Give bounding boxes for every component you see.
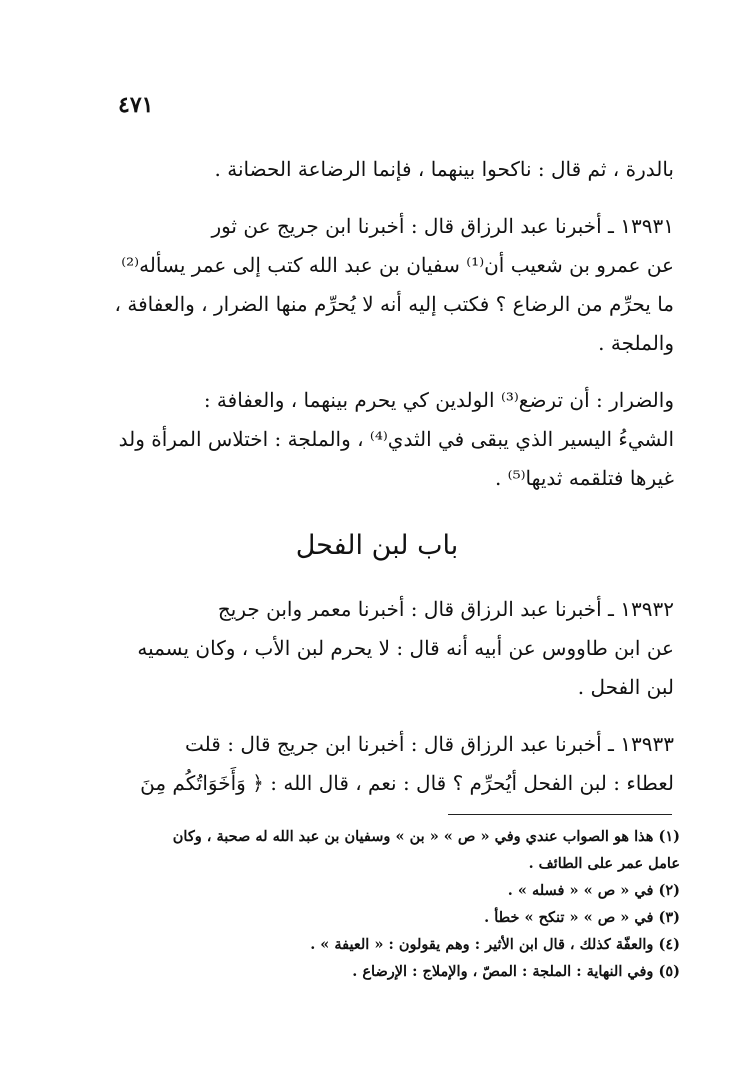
chapter-heading: باب لبن الفحل	[295, 530, 459, 561]
footnote-divider	[448, 814, 672, 815]
footnote-1: (١) هذا هو الصواب عندي وفي « ص » « بن » وسفيان بن عبد الله له صحبة ، وكان	[172, 828, 680, 845]
text-line: والملجة .	[598, 331, 674, 355]
footnote-5: (٥) وفي النهاية : الملجة : المصّ ، والإملاج : الإرضاع .	[352, 963, 680, 980]
hadith-13931-line: ١٣٩٣١ ـ أخبرنا عبد الرزاق قال : أخبرنا ابن جريج عن ثور	[211, 214, 674, 238]
main-text	[80, 150, 674, 803]
hadith-13933-line: ١٣٩٣٣ ـ أخبرنا عبد الرزاق قال : أخبرنا ابن جريج قال : قلت	[185, 732, 674, 756]
hadith-13932-line: ١٣٩٣٢ ـ أخبرنا عبد الرزاق قال : أخبرنا معمر وابن جريج	[217, 597, 674, 621]
footnote-2: (٢) في « ص » « فسله » .	[507, 882, 680, 899]
page-number: ٤٧١	[118, 92, 154, 118]
footnote-1-continued: عامل عمر على الطائف .	[528, 855, 680, 872]
text-line: والضرار : أن ترضع⁽³⁾ الولدين كي يحرم بينهما ، والعفافة :	[203, 388, 674, 412]
footnote-4: (٤) والعفّة كذلك ، قال ابن الأثير : وهم يقولون : « العيفة » .	[310, 936, 680, 953]
text-line: بالدرة ، ثم قال : ناكحوا بينهما ، فإنما الرضاعة الحضانة .	[214, 157, 674, 181]
footnote-3: (٣) في « ص » « تنكح » خطأ .	[484, 909, 680, 926]
text-line: لعطاء : لبن الفحل أيُحرِّم ؟ قال : نعم ، قال الله : ﴿ وَأَخَوَاتُكُم مِنَ	[140, 771, 674, 795]
text-line: الشيءُ اليسير الذي يبقى في الثدي⁽⁴⁾ ، والملجة : اختلاس المرأة ولد	[118, 427, 674, 451]
text-line: عن ابن طاووس عن أبيه أنه قال : لا يحرم لبن الأب ، وكان يسميه	[137, 636, 674, 660]
text-line: لبن الفحل .	[577, 675, 674, 699]
text-line: غيرها فتلقمه ثديها⁽⁵⁾ .	[494, 466, 674, 490]
footnotes	[110, 823, 680, 985]
text-line: عن عمرو بن شعيب أن⁽¹⁾ سفيان بن عبد الله كتب إلى عمر يسأله⁽²⁾	[121, 253, 674, 277]
text-line: ما يحرِّم من الرضاع ؟ فكتب إليه أنه لا يُحرِّم منها الضرار ، والعفافة ،	[114, 292, 674, 316]
